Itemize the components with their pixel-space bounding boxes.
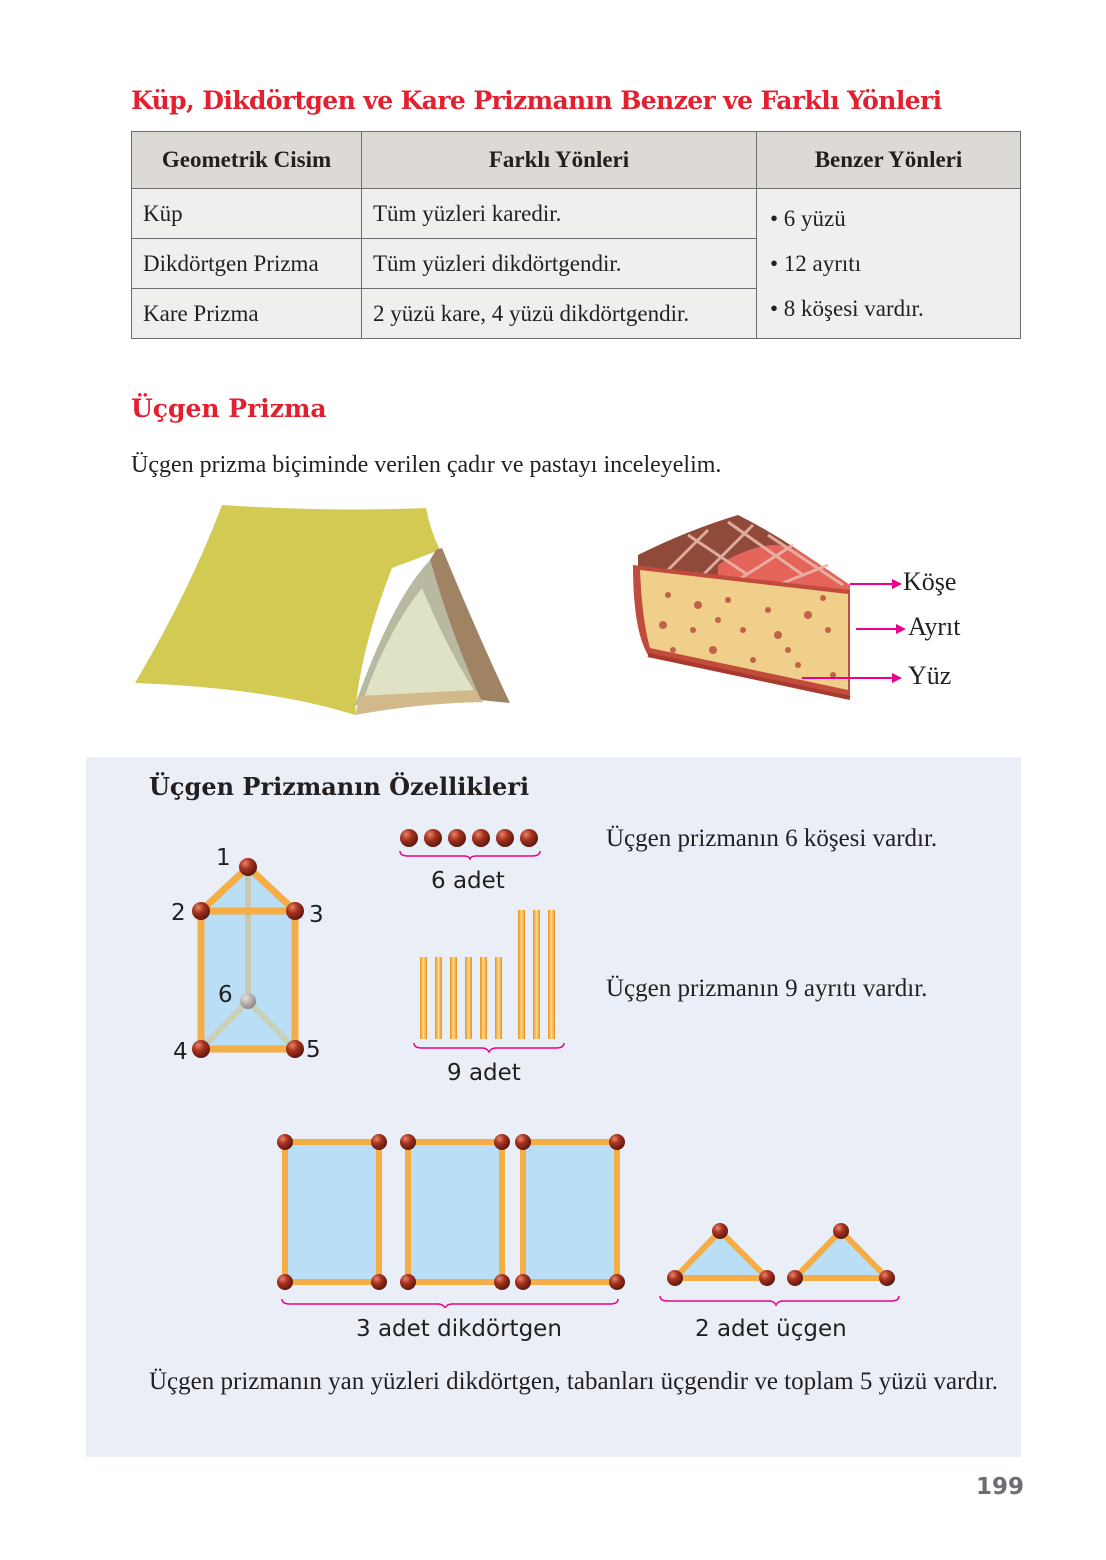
- tent-illustration: [130, 500, 520, 715]
- cell-difference: Tüm yüzleri karedir.: [362, 189, 757, 239]
- page-number: 199: [976, 1474, 1025, 1500]
- header-similarities: Benzer Yönleri: [757, 132, 1021, 189]
- six-balls-group: [398, 826, 544, 860]
- section-title-triangular-prism: Üçgen Prizma: [131, 394, 327, 423]
- summary-text: Üçgen prizmanın yan yüzleri dikdörtgen, tabanları üçgendir ve toplam 5 yüzü vardır.: [149, 1368, 999, 1395]
- cell-difference: 2 yüzü kare, 4 yüzü dikdörtgendir.: [362, 289, 757, 339]
- section-title-comparison: Küp, Dikdörtgen ve Kare Prizmanın Benzer ve Farklı Yönleri: [131, 86, 942, 115]
- edges-count-label: 9 adet: [447, 1060, 521, 1086]
- label-face: Yüz: [908, 661, 952, 690]
- cell-similarities: [757, 189, 1021, 339]
- triangles-label: 2 adet üçgen: [695, 1316, 847, 1342]
- three-rectangles-group: [270, 1128, 640, 1308]
- label-edge: Ayrıt: [908, 612, 961, 641]
- similarity-item: • 8 köşesi vardır.: [770, 296, 924, 321]
- vertex-label-6: 6: [218, 982, 233, 1008]
- table-header-row: [132, 132, 1021, 189]
- cell-shape: Dikdörtgen Prizma: [132, 239, 362, 289]
- rectangles-label: 3 adet dikdörtgen: [356, 1316, 562, 1342]
- cell-shape: Küp: [132, 189, 362, 239]
- similarity-item: • 12 ayrıtı: [770, 251, 862, 276]
- header-geometric-solid: Geometrik Cisim: [132, 132, 362, 189]
- nine-sticks-group: [412, 905, 568, 1055]
- vertex-label-3: 3: [309, 902, 324, 928]
- cake-arrows: [800, 570, 910, 690]
- edges-statement: Üçgen prizmanın 9 ayrıtı vardır.: [606, 975, 928, 1002]
- vertices-count-label: 6 adet: [431, 868, 505, 894]
- vertex-label-4: 4: [173, 1039, 188, 1065]
- similarity-item: • 6 yüzü: [770, 206, 846, 231]
- properties-title: Üçgen Prizmanın Özellikleri: [149, 772, 530, 801]
- label-vertex: Köşe: [903, 567, 957, 596]
- vertex-label-5: 5: [306, 1037, 321, 1063]
- intro-text: Üçgen prizma biçiminde verilen çadır ve pastayı inceleyelim.: [131, 452, 722, 478]
- header-differences: Farklı Yönleri: [362, 132, 757, 189]
- vertices-statement: Üçgen prizmanın 6 köşesi vardır.: [606, 825, 938, 852]
- cell-difference: Tüm yüzleri dikdörtgendir.: [362, 239, 757, 289]
- table-row: [132, 189, 1021, 239]
- two-triangles-group: [655, 1218, 905, 1308]
- vertex-label-2: 2: [171, 900, 186, 926]
- cell-shape: Kare Prizma: [132, 289, 362, 339]
- comparison-table: [131, 131, 1021, 339]
- vertex-label-1: 1: [216, 845, 231, 871]
- triangular-prism-model: [185, 855, 315, 1065]
